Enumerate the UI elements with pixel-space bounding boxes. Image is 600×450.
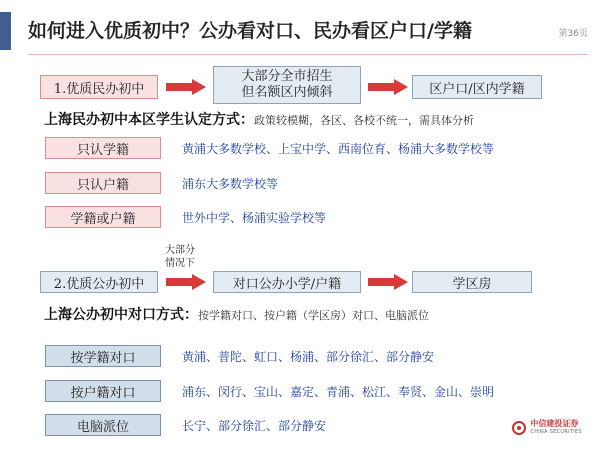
flow-private-step1: 1.优质民办初中 <box>40 75 158 99</box>
arrow-right-icon <box>166 79 206 95</box>
arrow-right-icon <box>368 79 408 95</box>
logo-text <box>530 420 582 436</box>
public-heading-main: 上海公办初中对口方式： <box>44 307 198 323</box>
private-row-2-label: 只认户籍 <box>45 172 161 194</box>
private-row-2-text: 浦东大多数学校等 <box>182 177 279 191</box>
flow-public-note <box>165 244 195 270</box>
arrow-right-icon <box>166 274 206 290</box>
public-row-3-label: 电脑派位 <box>45 414 161 436</box>
flow-public-step1: 2.优质公办初中 <box>40 271 158 293</box>
private-heading-sub: 政策较模糊，各区、各校不统一，需具体分析 <box>254 114 474 127</box>
private-row-1-label: 只认学籍 <box>45 137 161 159</box>
header-divider <box>28 54 588 55</box>
flow-private-step2-line2: 但名额区内倾斜 <box>241 85 333 100</box>
public-row-1-label: 按学籍对口 <box>45 345 161 367</box>
arrow-right-icon <box>368 274 408 290</box>
header-accent-bar <box>0 12 11 50</box>
flow-private-step2-line1: 大部分全市招生 <box>241 69 333 84</box>
private-row-1-text: 黄浦大多数学校、上宝中学、西南位育、杨浦大多数学校等 <box>182 142 495 156</box>
private-row-3-label: 学籍或户籍 <box>45 206 161 228</box>
public-section-heading <box>44 304 429 324</box>
flow-private-step2 <box>213 66 361 104</box>
logo-text-en: CHINA SECURITIES <box>530 429 582 435</box>
page-title: 如何进入优质初中？公办看对口、民办看区户口/学籍 <box>28 20 472 42</box>
private-section-heading <box>44 109 474 129</box>
public-row-2-text: 浦东、闵行、宝山、嘉定、青浦、松江、奉贤、金山、崇明 <box>182 385 495 399</box>
flow-public-step2: 对口公办小学/户籍 <box>213 271 361 293</box>
private-heading-main: 上海民办初中本区学生认定方式： <box>44 112 254 128</box>
public-heading-sub: 按学籍对口、按户籍（学区房）对口、电脑派位 <box>198 309 429 322</box>
public-row-1-text: 黄浦、普陀、虹口、杨浦、部分徐汇、部分静安 <box>182 350 435 364</box>
flow-public-step3: 学区房 <box>412 271 532 293</box>
page-number: 第36页 <box>558 29 588 39</box>
public-row-2-label: 按户籍对口 <box>45 380 161 402</box>
private-row-3-text: 世外中学、杨浦实验学校等 <box>182 211 327 225</box>
flow-private-step3: 区户口/区内学籍 <box>412 75 542 99</box>
logo-text-cn: 中信建投证券 <box>530 419 579 428</box>
flow-public-note-line2: 情况下 <box>165 258 195 269</box>
public-row-3-text: 长宁、部分徐汇、部分静安 <box>182 419 327 433</box>
logo-mark-icon <box>512 421 526 435</box>
flow-public-note-line1: 大部分 <box>165 245 195 256</box>
company-logo <box>512 420 582 436</box>
